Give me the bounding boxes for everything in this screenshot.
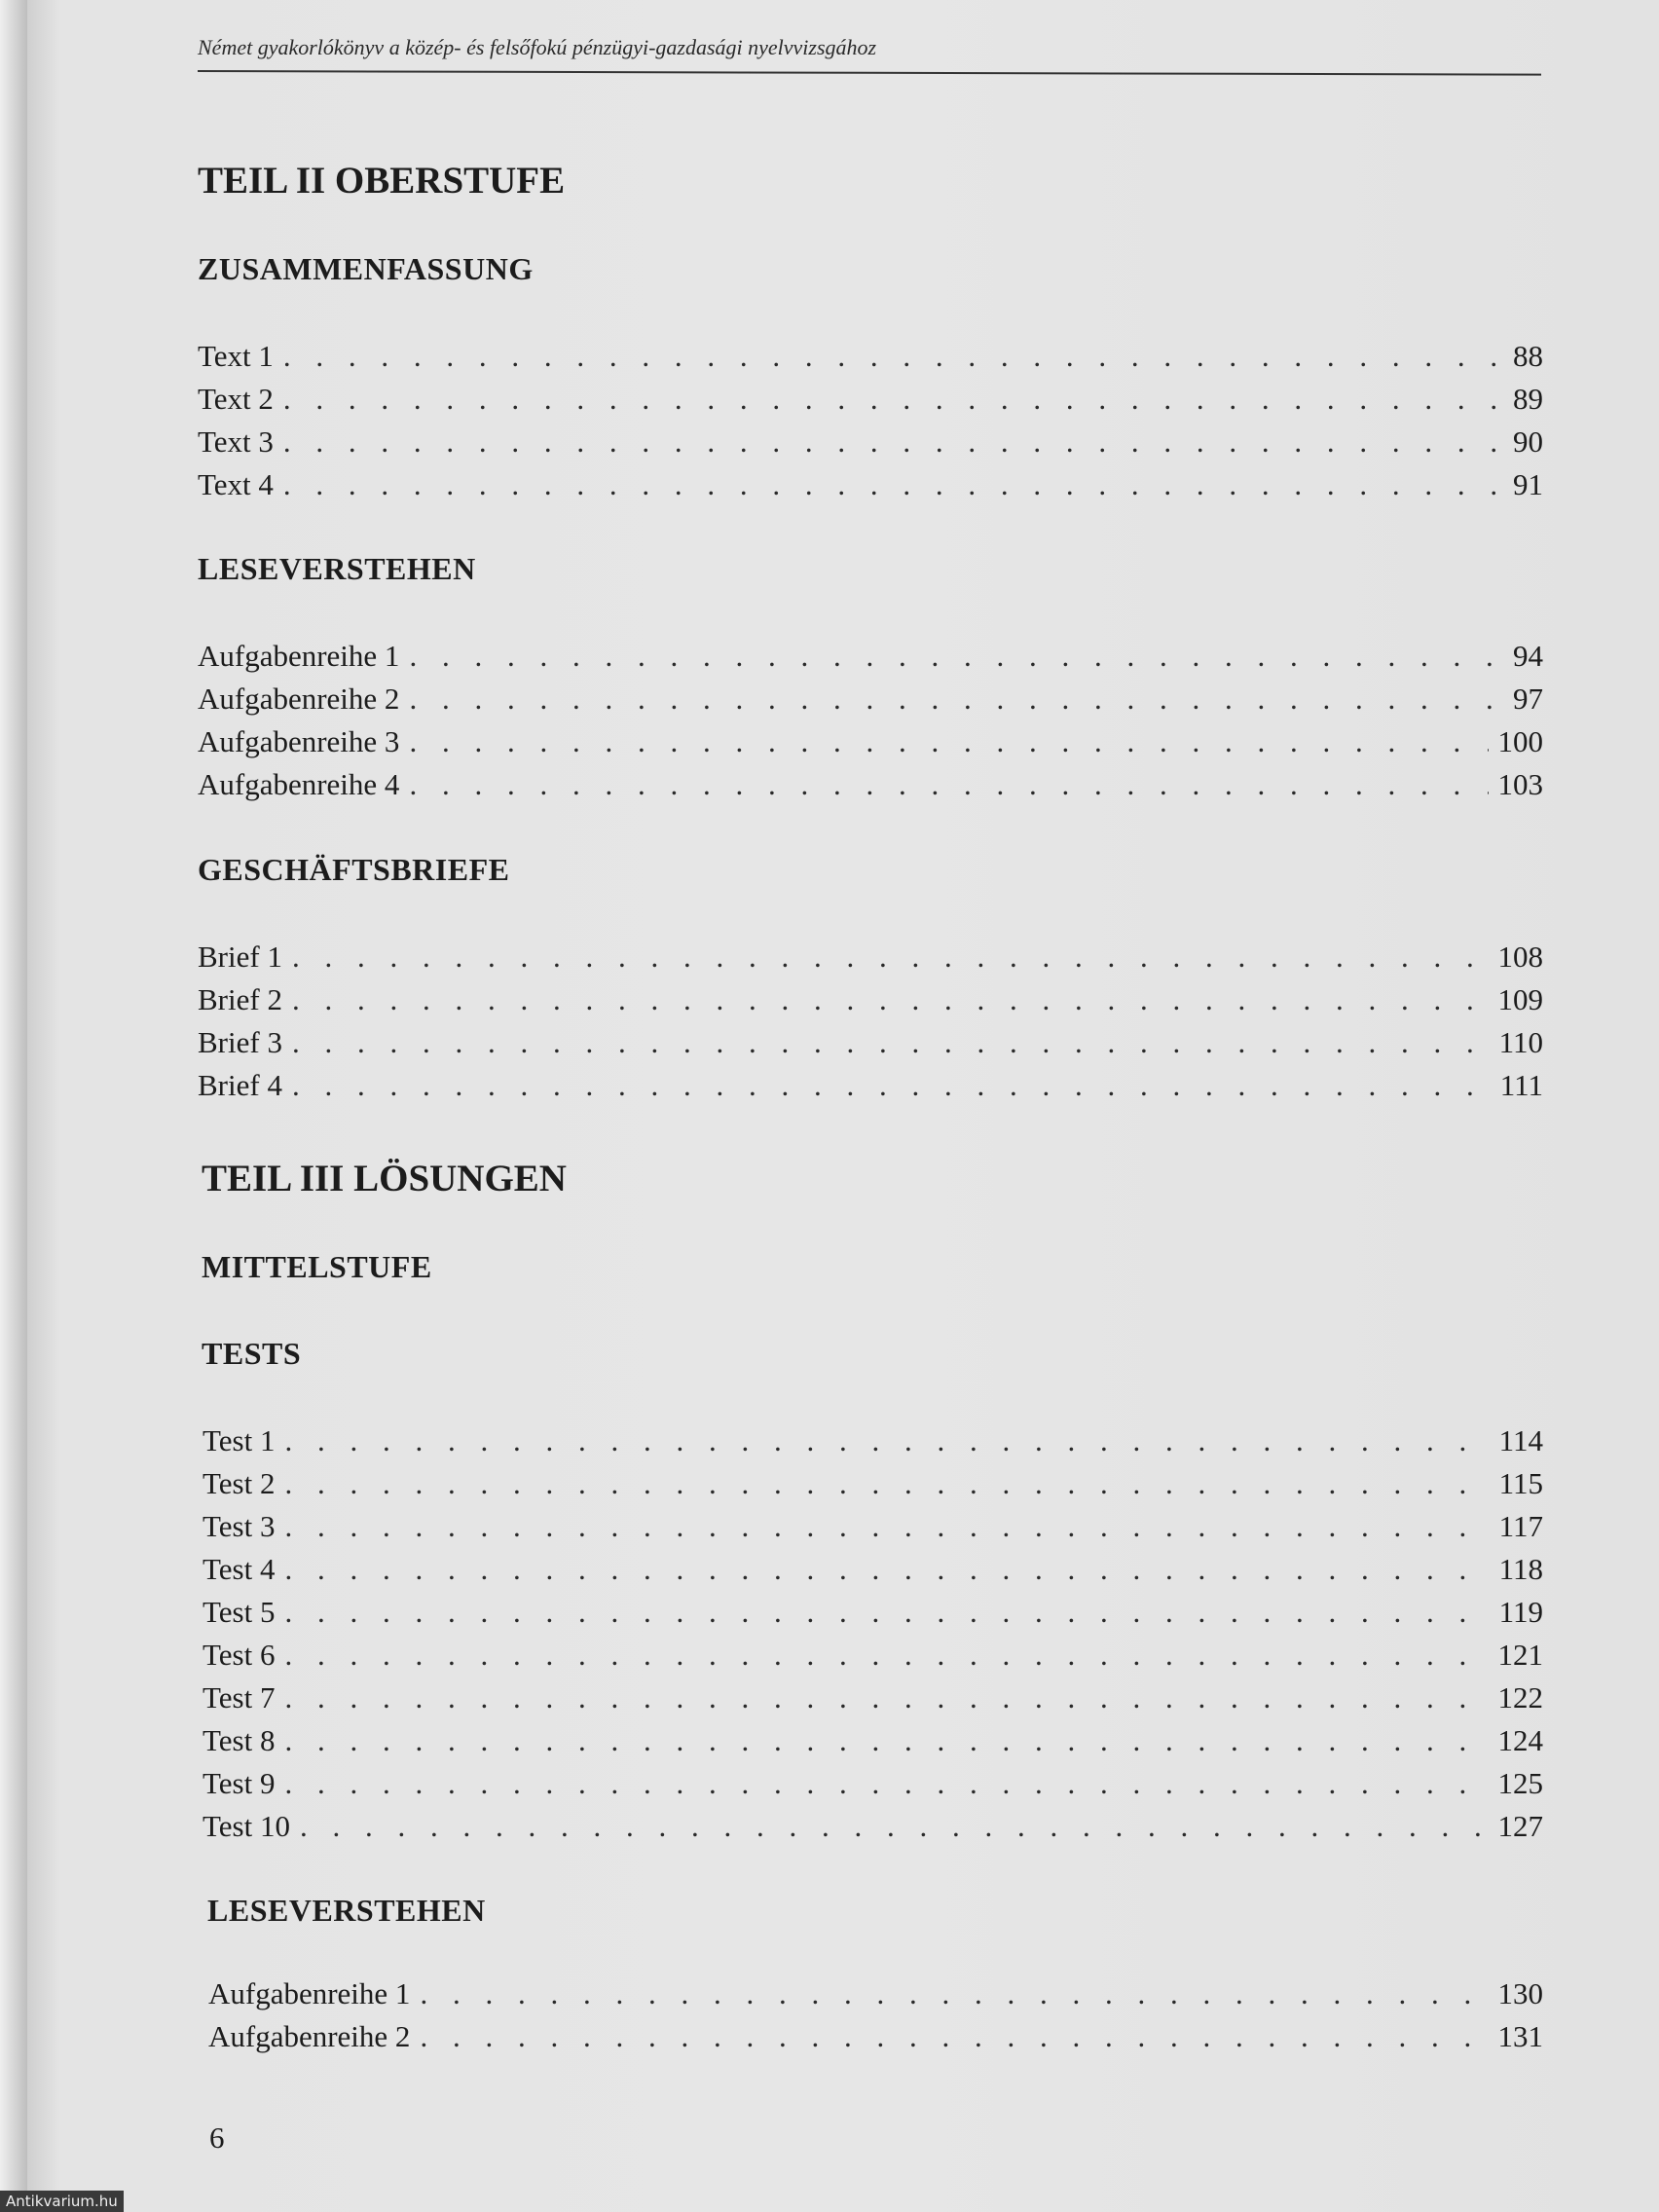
toc-entry[interactable] xyxy=(208,2019,1543,2058)
toc-entry-page: 97 xyxy=(1513,682,1543,716)
toc-entry-page: 131 xyxy=(1497,2019,1543,2053)
toc-entry-page: 127 xyxy=(1497,1809,1543,1843)
toc-entry[interactable] xyxy=(198,339,1543,378)
leader-dots xyxy=(284,1552,1489,1587)
leader-dots xyxy=(409,767,1488,802)
toc-entry-page: 121 xyxy=(1497,1638,1543,1672)
leader-dots xyxy=(409,724,1488,759)
leader-dots xyxy=(283,382,1503,417)
leader-dots xyxy=(284,1680,1488,1715)
leader-dots xyxy=(283,339,1503,374)
toc-entry[interactable] xyxy=(198,467,1543,506)
toc-entry-page: 111 xyxy=(1499,1068,1543,1102)
toc-entry-label: Test 10 xyxy=(203,1809,290,1843)
toc-entry-page: 88 xyxy=(1513,339,1543,373)
toc-entry-label: Test 8 xyxy=(203,1723,276,1757)
leader-dots xyxy=(284,1423,1489,1458)
toc-entry-label: Test 7 xyxy=(203,1680,276,1714)
toc-entry[interactable] xyxy=(203,1552,1543,1591)
toc-entry-label: Text 2 xyxy=(198,382,274,416)
toc-entry-page: 89 xyxy=(1513,382,1543,416)
part-title: TEIL II OBERSTUFE xyxy=(198,160,566,202)
leader-dots xyxy=(409,639,1503,674)
toc-entry-label: Test 5 xyxy=(203,1595,276,1629)
toc-entry-page: 115 xyxy=(1498,1466,1543,1500)
toc-entry[interactable] xyxy=(203,1638,1543,1677)
toc-entry-label: Aufgabenreihe 4 xyxy=(198,767,400,801)
toc-entry-page: 119 xyxy=(1498,1595,1543,1629)
toc-entry-page: 91 xyxy=(1513,467,1543,501)
toc-entry-page: 110 xyxy=(1498,1025,1543,1059)
toc-entry-page: 108 xyxy=(1497,940,1543,974)
leader-dots xyxy=(284,1595,1489,1630)
book-spine xyxy=(0,0,27,2212)
toc-entry[interactable] xyxy=(208,1976,1543,2015)
toc-entry[interactable] xyxy=(198,767,1543,806)
section-title: LESEVERSTEHEN xyxy=(207,1893,486,1928)
leader-dots xyxy=(284,1638,1488,1673)
toc-entry[interactable] xyxy=(198,639,1543,678)
running-header: Német gyakorlókönyv a közép- és felsőfokú pénzügyi-gazdasági nyelvvizsgához xyxy=(198,35,877,59)
toc-entry-label: Test 4 xyxy=(203,1552,276,1586)
leader-dots xyxy=(300,1809,1489,1844)
toc-entry[interactable] xyxy=(198,682,1543,720)
leader-dots xyxy=(284,1509,1489,1544)
leader-dots xyxy=(420,1976,1488,2011)
leader-dots xyxy=(292,1068,1491,1103)
section-title: ZUSAMMENFASSUNG xyxy=(198,251,534,286)
toc-entry-page: 125 xyxy=(1497,1766,1543,1800)
page-number: 6 xyxy=(209,2120,225,2155)
toc-entry-label: Text 4 xyxy=(198,467,274,501)
leader-dots xyxy=(409,682,1503,717)
toc-entry[interactable] xyxy=(203,1680,1543,1719)
toc-entry-label: Test 3 xyxy=(203,1509,276,1543)
toc-entry-label: Aufgabenreihe 2 xyxy=(208,2019,411,2053)
toc-entry-label: Test 2 xyxy=(203,1466,276,1500)
toc-entry-label: Aufgabenreihe 1 xyxy=(208,1976,411,2010)
section-title: TESTS xyxy=(202,1336,302,1371)
toc-entry[interactable] xyxy=(203,1766,1543,1805)
toc-entry-label: Brief 4 xyxy=(198,1068,282,1102)
toc-entry[interactable] xyxy=(203,1466,1543,1505)
toc-entry[interactable] xyxy=(203,1423,1543,1462)
toc-entry-label: Aufgabenreihe 1 xyxy=(198,639,400,673)
toc-entry-page: 94 xyxy=(1513,639,1543,673)
toc-entry[interactable] xyxy=(198,424,1543,463)
toc-entry-page: 103 xyxy=(1497,767,1543,801)
leader-dots xyxy=(292,982,1489,1017)
part-title: TEIL III LÖSUNGEN xyxy=(202,1158,567,1199)
leader-dots xyxy=(283,467,1503,502)
toc-entry-page: 90 xyxy=(1513,424,1543,459)
toc-entry-label: Aufgabenreihe 2 xyxy=(198,682,400,716)
toc-entry[interactable] xyxy=(198,1025,1543,1064)
toc-entry-page: 100 xyxy=(1497,724,1543,758)
toc-entry[interactable] xyxy=(198,382,1543,421)
leader-dots xyxy=(283,424,1503,460)
toc-entry[interactable] xyxy=(203,1809,1543,1848)
section-title: GESCHÄFTSBRIEFE xyxy=(198,852,510,887)
toc-entry-page: 122 xyxy=(1497,1680,1543,1714)
section-title: MITTELSTUFE xyxy=(202,1249,432,1284)
toc-entry-page: 124 xyxy=(1497,1723,1543,1757)
toc-entry-label: Text 3 xyxy=(198,424,274,459)
toc-entry-label: Test 6 xyxy=(203,1638,276,1672)
leader-dots xyxy=(284,1723,1488,1758)
toc-entry-label: Test 1 xyxy=(203,1423,276,1457)
toc-entry[interactable] xyxy=(203,1509,1543,1548)
toc-entry[interactable] xyxy=(198,724,1543,763)
watermark: Antikvarium.hu xyxy=(0,2191,124,2212)
toc-entry-label: Brief 1 xyxy=(198,940,282,974)
leader-dots xyxy=(292,1025,1490,1060)
toc-entry[interactable] xyxy=(198,940,1543,978)
toc-entry-page: 118 xyxy=(1498,1552,1543,1586)
toc-entry[interactable] xyxy=(203,1723,1543,1762)
toc-entry[interactable] xyxy=(203,1595,1543,1634)
leader-dots xyxy=(284,1466,1489,1501)
toc-entry[interactable] xyxy=(198,982,1543,1021)
toc-entry-page: 114 xyxy=(1498,1423,1543,1457)
section-title: LESEVERSTEHEN xyxy=(198,551,476,586)
toc-entry-page: 109 xyxy=(1497,982,1543,1016)
toc-entry-label: Aufgabenreihe 3 xyxy=(198,724,400,758)
leader-dots xyxy=(420,2019,1488,2054)
toc-entry-label: Brief 2 xyxy=(198,982,282,1016)
toc-entry-page: 117 xyxy=(1498,1509,1543,1543)
toc-entry-page: 130 xyxy=(1497,1976,1543,2010)
toc-entry-label: Brief 3 xyxy=(198,1025,282,1059)
toc-entry[interactable] xyxy=(198,1068,1543,1107)
leader-dots xyxy=(284,1766,1488,1801)
leader-dots xyxy=(292,940,1489,975)
toc-entry-label: Test 9 xyxy=(203,1766,276,1800)
toc-entry-label: Text 1 xyxy=(198,339,274,373)
